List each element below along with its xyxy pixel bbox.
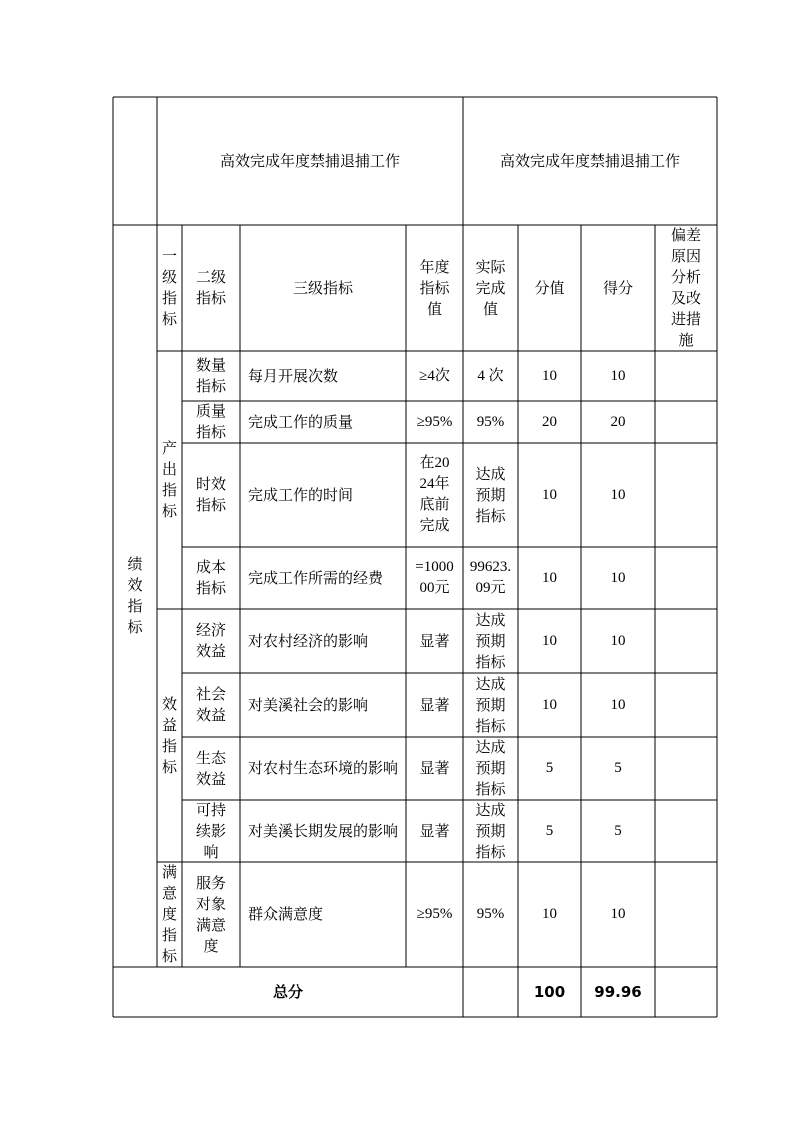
header-title-right: 高效完成年度禁捕退捕工作 <box>499 151 680 170</box>
header-title-left: 高效完成年度禁捕退捕工作 <box>219 151 400 170</box>
row-actual: 达成预期指标 <box>475 800 506 861</box>
row-target: ≥95% <box>416 906 453 922</box>
row-actual: 达成预期指标 <box>475 674 506 735</box>
row-level2: 质量指标 <box>195 402 226 441</box>
row-score: 10 <box>610 696 626 713</box>
col-header-score: 得分 <box>602 278 633 297</box>
row-actual: 95% <box>476 906 505 922</box>
row-level3: 每月开展次数 <box>248 366 339 385</box>
row-level3: 群众满意度 <box>248 905 324 923</box>
row-actual: 达成预期指标 <box>475 738 506 798</box>
row-target: 在2024年底前完成 <box>419 455 450 534</box>
row-actual: 达成预期指标 <box>475 464 506 525</box>
row-level2: 数量指标 <box>195 356 226 395</box>
row-deviation <box>655 737 717 800</box>
row-level2: 经济效益 <box>195 621 226 660</box>
row-deviation <box>655 673 717 737</box>
row-value: 10 <box>542 696 557 713</box>
section-label: 绩效指标 <box>127 555 143 636</box>
row-actual: 达成预期指标 <box>475 610 506 671</box>
row-level3: 对美溪社会的影响 <box>248 695 369 714</box>
row-deviation <box>655 547 717 609</box>
row-target: =100000元 <box>415 559 454 596</box>
group-satisfaction: 满意度指标 <box>161 863 177 965</box>
row-level2: 生态效益 <box>195 748 226 788</box>
row-deviation <box>655 800 717 862</box>
row-score: 5 <box>614 760 622 776</box>
row-value: 5 <box>545 822 554 839</box>
row-target: ≥4次 <box>419 367 450 384</box>
row-score: 5 <box>614 822 622 839</box>
total-deviation <box>655 967 717 1017</box>
row-target: 显著 <box>419 759 450 777</box>
row-level2: 可持续影响 <box>195 800 226 861</box>
row-level3: 完成工作所需的经费 <box>248 568 384 587</box>
total-actual <box>463 967 518 1017</box>
col-header-annual-target: 年度指标值 <box>419 257 450 318</box>
row-value: 10 <box>542 367 557 384</box>
row-value: 20 <box>542 413 557 430</box>
col-header-deviation: 偏差原因分析及改进措施 <box>670 226 701 349</box>
total-score: 99.96 <box>594 982 642 1001</box>
row-score: 10 <box>610 906 626 922</box>
row-actual: 99623.09元 <box>469 559 512 596</box>
group-benefit: 效益指标 <box>161 694 177 776</box>
row-deviation <box>655 351 717 401</box>
col-header-level3: 三级指标 <box>292 278 353 297</box>
row-level3: 完成工作的质量 <box>248 412 354 431</box>
row-deviation <box>655 862 717 967</box>
row-actual: 95% <box>476 413 505 430</box>
row-score: 10 <box>610 632 626 649</box>
total-value: 100 <box>533 982 566 1001</box>
row-score: 10 <box>610 367 626 384</box>
row-actual: 4 次 <box>477 367 504 384</box>
row-value: 10 <box>542 486 557 503</box>
row-target: ≥95% <box>416 413 453 430</box>
row-value: 10 <box>542 632 557 649</box>
row-deviation <box>655 609 717 673</box>
row-deviation <box>655 401 717 443</box>
row-level2: 时效指标 <box>195 475 226 514</box>
col-header-level1: 一级指标 <box>161 247 177 328</box>
col-header-actual: 实际完成值 <box>475 257 506 318</box>
row-value: 10 <box>542 906 557 922</box>
row-score: 20 <box>610 413 626 430</box>
row-score: 10 <box>610 569 626 586</box>
col-header-level2: 二级指标 <box>195 268 226 307</box>
row-value: 10 <box>542 569 557 586</box>
row-level3: 对农村经济的影响 <box>248 631 369 650</box>
group-output: 产出指标 <box>161 439 177 520</box>
row-level2: 服务对象满意度 <box>195 873 226 955</box>
row-level2: 社会效益 <box>195 685 226 724</box>
row-deviation <box>655 443 717 547</box>
row-level2: 成本指标 <box>195 558 226 597</box>
row-level3: 完成工作的时间 <box>248 485 354 504</box>
row-target: 显著 <box>419 695 450 714</box>
row-value: 5 <box>545 760 554 776</box>
row-level3: 对美溪长期发展的影响 <box>248 821 399 840</box>
col-header-score-value: 分值 <box>534 278 565 297</box>
row-score: 10 <box>610 486 626 503</box>
row-target: 显著 <box>419 821 450 840</box>
row-target: 显著 <box>419 631 450 650</box>
total-label: 总分 <box>272 982 303 1001</box>
row-level3: 对农村生态环境的影响 <box>248 759 399 777</box>
